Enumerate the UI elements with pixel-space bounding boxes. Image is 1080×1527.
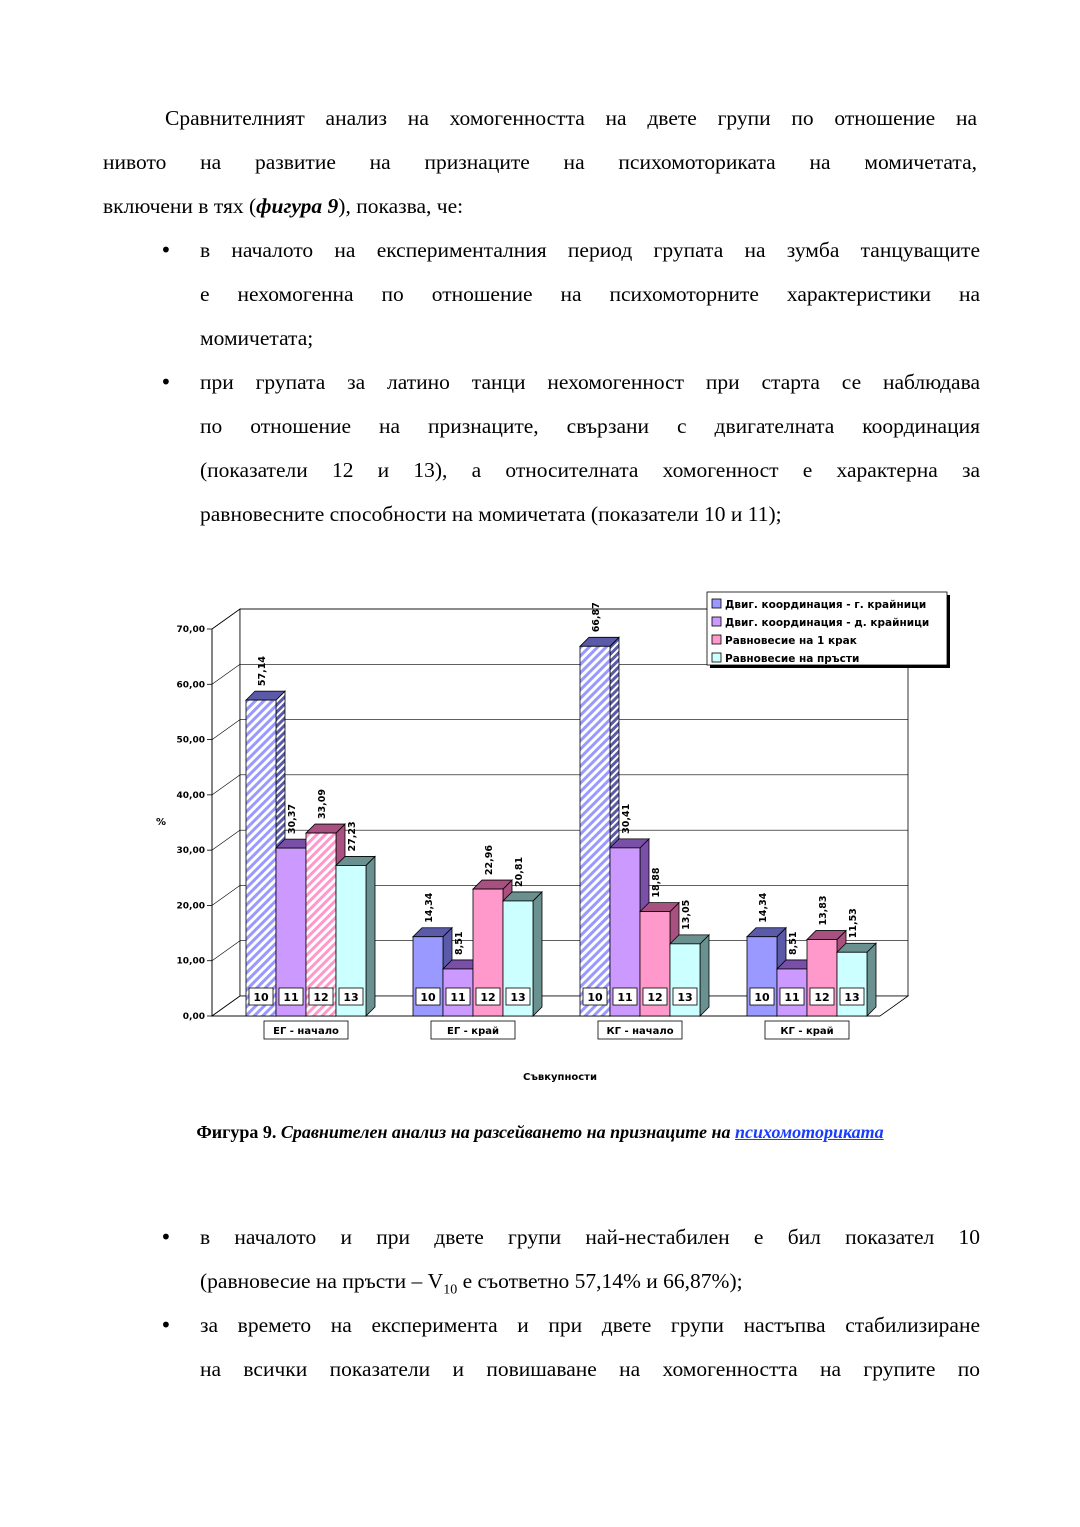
intro-line-3-a: включени в тях ( (103, 194, 257, 218)
legend-label: Равновесие на 1 крак (725, 635, 857, 647)
bar (580, 646, 610, 1016)
caption-link[interactable]: психомоториката (734, 1122, 884, 1142)
bar (837, 952, 867, 1016)
data-label: 22,96 (484, 845, 495, 876)
data-label: 20,81 (514, 856, 525, 887)
bar-side (533, 892, 542, 1016)
data-label: 30,41 (621, 803, 632, 834)
category-label: ЕГ - край (446, 1026, 500, 1037)
legend-label: Двиг. координация - д. крайници (725, 617, 930, 629)
bullet-1-line-3: момичетата; (200, 326, 314, 350)
y-axis-label: % (156, 817, 167, 828)
bar-index-label: 13 (677, 991, 693, 1004)
bar-index-label: 12 (647, 991, 663, 1004)
bar-index-label: 10 (754, 991, 770, 1004)
bar-index-label: 13 (510, 991, 526, 1004)
category-label: ЕГ - начало (273, 1026, 339, 1037)
y-tick-label: 10,00 (176, 956, 205, 967)
bullet-3-line-1: в началото и при двете групи най-нестабилен е бил показател 10 (200, 1225, 980, 1249)
data-label: 66,87 (591, 602, 602, 633)
bar-index-label: 11 (617, 991, 633, 1004)
bullet-2-line-3: (показатели 12 и 13), а относителната хомогенност е характерна за (200, 458, 980, 482)
bar-index-label: 11 (784, 991, 800, 1004)
data-label: 30,37 (287, 804, 298, 835)
figure-reference: фигура 9 (256, 194, 339, 218)
caption-text: Сравнителен анализ на разсейването на признаците на (280, 1122, 731, 1142)
y-tick-label: 20,00 (176, 901, 205, 912)
intro-line-1: Сравнителният анализ на хомогенността на двете групи по отношение на (165, 106, 977, 130)
category-label: КГ - край (780, 1026, 834, 1037)
intro-line-2: нивото на развитие на признаците на психомоториката на момичетата, (103, 150, 977, 174)
bullet-3-line-2-a: (равновесие на пръсти – V (200, 1269, 444, 1293)
bullet-1-line-2: е нехомогенна по отношение на психомоторните характеристики на (200, 282, 980, 306)
bar (246, 700, 276, 1016)
bullet-4-line-2: на всички показатели и повишаване на хомогенността на групите по (200, 1357, 980, 1381)
bullet-icon: • (160, 238, 172, 262)
bullet-item-3 (160, 1215, 980, 1312)
y-tick-label: 40,00 (176, 790, 205, 801)
bullet-2-line-4: равновесните способности на момичетата (показатели 10 и 11); (200, 502, 782, 526)
y-tick-label: 0,00 (182, 1012, 205, 1022)
data-label: 13,05 (681, 899, 692, 930)
data-label: 18,88 (651, 867, 662, 898)
figure-caption (0, 1122, 1080, 1143)
y-tick-label: 50,00 (176, 735, 205, 746)
data-label: 33,09 (317, 788, 328, 820)
legend-label: Равновесие на пръсти (725, 653, 860, 665)
bar-side (366, 856, 375, 1016)
y-tick-label: 60,00 (176, 680, 205, 691)
bullet-2-line-2: по отношение на признаците, свързани с двигателната координация (200, 414, 980, 438)
legend-swatch (712, 653, 721, 662)
data-label: 11,53 (848, 908, 859, 939)
bar-index-label: 12 (480, 991, 496, 1004)
x-axis-label: Съвкупности (523, 1072, 597, 1083)
data-label: 14,34 (758, 892, 769, 923)
data-label: 14,34 (424, 892, 435, 923)
data-label: 13,83 (818, 895, 829, 926)
bar-index-label: 10 (253, 991, 269, 1004)
bar-index-label: 13 (343, 991, 359, 1004)
legend-swatch (712, 617, 721, 626)
bullet-item-4 (160, 1303, 980, 1391)
bullet-icon: • (160, 1313, 172, 1337)
bullet-icon: • (160, 1225, 172, 1249)
bullet-3-line-2-b: е съответно 57,14% и 66,87%); (457, 1269, 743, 1293)
intro-line-3 (103, 184, 977, 228)
data-label: 8,51 (788, 931, 799, 955)
bar-index-label: 10 (587, 991, 603, 1004)
bullet-3-subscript: 10 (443, 1282, 458, 1298)
y-tick-label: 30,00 (176, 846, 205, 857)
legend-label: Двиг. координация - г. крайници (725, 599, 927, 611)
bullet-4-line-1: за времето на експеримента и при двете групи настъпва стабилизиране (200, 1313, 980, 1337)
bar-index-label: 11 (283, 991, 299, 1004)
bar-index-label: 11 (450, 991, 466, 1004)
y-tick-label: 70,00 (176, 625, 205, 635)
bullet-1-line-1: в началото на експерименталния период групата на зумба танцуващите (200, 238, 980, 262)
intro-line-3-b: ), показва, че: (338, 194, 464, 218)
bullet-item-1 (160, 228, 980, 360)
bar-side (867, 943, 876, 1016)
category-label: КГ - начало (606, 1026, 674, 1037)
bar-index-label: 12 (313, 991, 329, 1004)
bar-index-label: 10 (420, 991, 436, 1004)
bullet-item-2 (160, 360, 980, 536)
bar-index-label: 13 (844, 991, 860, 1004)
bar-side (700, 935, 709, 1016)
data-label: 27,23 (347, 821, 358, 852)
bar-chart (140, 585, 960, 1095)
bullet-2-line-1: при групата за латино танци нехомогенност при старта се наблюдава (200, 370, 980, 394)
bullet-icon: • (160, 370, 172, 394)
data-label: 8,51 (454, 931, 465, 955)
legend-swatch (712, 599, 721, 608)
caption-label: Фигура 9. (196, 1122, 277, 1142)
chart-side-wall (212, 609, 240, 1016)
data-label: 57,14 (257, 656, 268, 687)
legend-swatch (712, 635, 721, 644)
bar-index-label: 12 (814, 991, 830, 1004)
